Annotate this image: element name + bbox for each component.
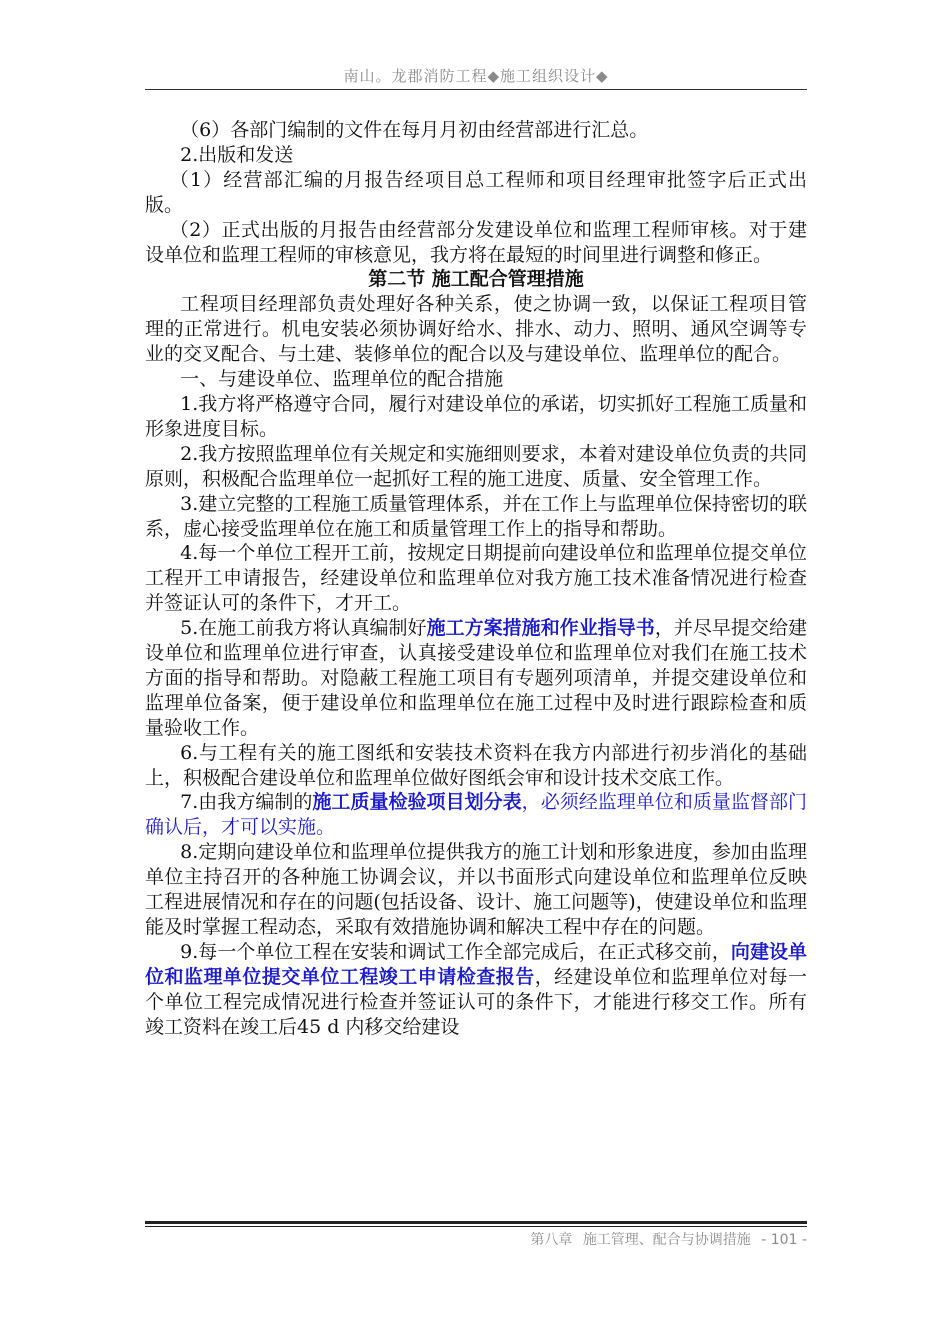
page-footer [145, 1230, 807, 1250]
highlighted-text: 施工方案措施和作业指导书 [426, 617, 655, 640]
highlighted-text: 向建设单位和监理单位提交单位工程竣工申请检查报告 [145, 940, 807, 988]
paragraph: 工程项目经理部负责处理好各种关系，使之协调一致，以保证工程项目管理的正常进行。机电安装必须协调好给水、排水、动力、照明、通风空调等专业的交叉配合、与土建、装修单位的配合以及与建设单位、监理单位的配合。 [145, 293, 807, 366]
header-divider [145, 89, 807, 90]
text-run: 9.每一个单位工程在安装和调试工作全部完成后，在正式移交前， [180, 940, 731, 963]
paragraph [145, 790, 807, 840]
footer-divider-thin [145, 1226, 807, 1227]
footer-chapter: 第八章 [530, 1232, 573, 1248]
paragraph: 2.出版和发送 [180, 143, 294, 166]
footer-divider [145, 1221, 807, 1224]
paragraph: 4.每一个单位工程开工前，按规定日期提前向建设单位和监理单位提交单位工程开工申请报告，经建设单位和监理单位对我方施工技术准备情况进行检查并签证认可的条件下，才开工。 [145, 542, 807, 615]
paragraph [145, 940, 807, 1040]
page-header: 南山。龙郡消防工程◆施工组织设计◆ [343, 67, 609, 85]
paragraph: （2）正式出版的月报告由经营部分发建设单位和监理工程师审核。对于建设单位和监理工程师的审核意见，我方将在最短的时间里进行调整和修正。 [145, 218, 807, 266]
paragraph: 8.定期向建设单位和监理单位提供我方的施工计划和形象进度，参加由监理单位主持召开的各种施工协调会议，并以书面形式向建设单位和监理单位反映工程进展情况和存在的问题(包括设备、设计、施工问题等)，使建设单位和监理能及时掌握工程动态，采取有效措施协调和解决工程中存在的问题。 [145, 841, 807, 938]
text-run: 5.在施工前我方将认真编制好 [180, 617, 427, 640]
text-run: ，经建设单位和监理单位对每一个单位工程完成情况进行检查并签证认可的条件下，才能进行移交工作。所有竣工资料在竣工后45 d 内移交给建设 [145, 965, 807, 1038]
paragraph: 3.建立完整的工程施工质量管理体系，并在工作上与监理单位保持密切的联系，虚心接受监理单位在施工和质量管理工作上的指导和帮助。 [145, 492, 807, 540]
paragraph: 6.与工程有关的施工图纸和安装技术资料在我方内部进行初步消化的基础上，积极配合建设单位和监理单位做好图纸会审和设计技术交底工作。 [145, 741, 807, 789]
paragraph: 2.我方按照监理单位有关规定和实施细则要求，本着对建设单位负责的共同原则，积极配合监理单位一起抓好工程的施工进度、质量、安全管理工作。 [145, 442, 807, 490]
paragraph: （6）各部门编制的文件在每月月初由经营部进行汇总。 [180, 119, 649, 141]
text-run: 7.由我方编制的 [180, 791, 313, 814]
paragraph [145, 616, 807, 741]
paragraph: 1.我方将严格遵守合同，履行对建设单位的承诺，切实抓好工程施工质量和形象进度目标。 [145, 392, 807, 440]
section-title: 第二节 施工配合管理措施 [368, 268, 584, 291]
document-body [145, 118, 807, 1040]
highlighted-text: 施工质量检验项目划分表 [312, 791, 522, 814]
text-run: ，并尽早提交给建设单位和监理单位进行审查，认真接受建设单位和监理单位对我们在施工技术方面的指导和帮助。对隐蔽工程施工项目有专题列项清单，并提交建设单位和监理单位备案，便于建设单位和监理单位在施工过程中及时进行跟踪检查和质量验收工作。 [145, 617, 807, 739]
paragraph: （1）经营部汇编的月报告经项目总工程师和项目经理审批签字后正式出版。 [145, 168, 807, 216]
footer-chapter-title: 施工管理、配合与协调措施 [582, 1232, 751, 1248]
subsection-heading: 一、与建设单位、监理单位的配合措施 [180, 368, 504, 391]
highlighted-text: ，必须经监理单位和质量监督部门确认后，才可以实施。 [145, 791, 807, 839]
page-number: - 101 - [761, 1232, 807, 1248]
